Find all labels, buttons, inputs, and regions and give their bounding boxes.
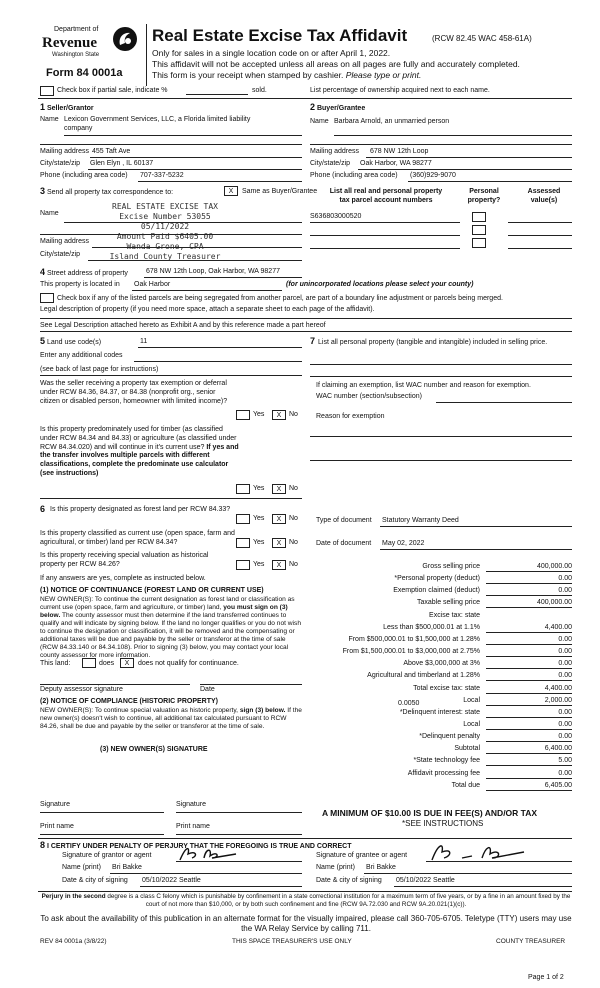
revenue-logo-icon bbox=[112, 26, 138, 52]
does-not-qualify-checkbox[interactable]: X bbox=[120, 658, 134, 668]
seller-name-field[interactable]: Lexicon Government Services, LLC, a Florida limited liability company bbox=[64, 116, 251, 132]
calc-row bbox=[310, 587, 572, 598]
forest-yes-checkbox[interactable] bbox=[236, 514, 250, 524]
reason-exemption-label: Reason for exemption bbox=[316, 413, 385, 420]
calc-row bbox=[310, 733, 572, 744]
legal-description-label: Legal description of property (if you need more space, attach a separate sheet to each page of the affidavit). bbox=[40, 306, 375, 313]
does-not-label: does not qualify for continuance. bbox=[138, 660, 239, 667]
historic-question: Is this property receiving special valuation as historical property per RCW 84.26? bbox=[40, 552, 209, 568]
grantor-signature-label: Signature of grantor or agent bbox=[62, 852, 152, 859]
calc-value[interactable]: 400,000.00 bbox=[486, 599, 572, 608]
correspondence-mailing-label: Mailing address bbox=[40, 238, 90, 245]
personal-property-section: 7 bbox=[310, 336, 316, 346]
dept-state: Washington State bbox=[52, 52, 100, 58]
assessed-value-heading: Assessed value(s) bbox=[527, 188, 561, 204]
parcels-heading: List all real and personal property tax parcel account numbers bbox=[329, 188, 443, 204]
seller-city-field[interactable]: Glen Elyn , IL 60137 bbox=[90, 160, 154, 167]
grantor-name-label: Name (print) bbox=[62, 864, 101, 871]
owner-signature-label-1: Signature bbox=[40, 801, 70, 808]
notice-compliance-heading: (2) NOTICE OF COMPLIANCE (HISTORIC PROPERTY) bbox=[40, 698, 218, 705]
calc-value[interactable]: 0.00 bbox=[486, 587, 572, 596]
certify-heading: 8 I CERTIFY UNDER PENALTY OF PERJURY THAT THE FOREGOING IS TRUE AND CORRECT bbox=[40, 840, 352, 850]
calc-value[interactable]: 0.00 bbox=[486, 672, 572, 681]
partial-sale-checkbox[interactable] bbox=[40, 86, 54, 96]
deputy-date-label: Date bbox=[200, 686, 215, 693]
calc-value[interactable]: 0.00 bbox=[486, 721, 572, 730]
perjury-notice: Perjury in the second degree is a class C felony which is punishable by confinement in a state correctional institution for a maximum term of five years, or by a fine in an amount fixed by the court of not more than $10,000, or by both such confinement and fine (RCW 9A.72.030 and RCW 9A.20.021(1)(c)). bbox=[41, 893, 571, 908]
calc-row bbox=[310, 624, 572, 635]
segregated-label: Check box if any of the listed parcels are being segregated from another parcel, are part of a boundary line adjustment or parcels being merged. bbox=[57, 295, 503, 302]
land-use-label: 5 Land use code(s) bbox=[40, 336, 102, 346]
land-use-field[interactable]: 11 bbox=[140, 338, 148, 345]
forest-section-num: 6 bbox=[40, 504, 46, 514]
current-use-yes-checkbox[interactable] bbox=[236, 538, 250, 548]
located-label: This property is located in bbox=[40, 281, 120, 288]
calc-label: Total excise tax: state bbox=[413, 684, 480, 692]
calc-row bbox=[310, 745, 572, 756]
stamp-line-2: Excise Number 53055 bbox=[119, 212, 211, 221]
timber-question: Is this property predominately used for timber (as classified under RCW 84.34 and 84.33) or agriculture (as classified under RCW 84.34.020) and will continue in it's current use? If yes and the transfer involves multiple parcels with different classifications, complete the predominate use calculator (see instructions) bbox=[40, 426, 239, 477]
header-note-2: This affidavit will not be accepted unless all areas on all pages are fully and accurately completed. bbox=[152, 59, 520, 69]
calc-label: Local bbox=[463, 696, 480, 704]
calc-label: Above $3,000,000 at 3% bbox=[403, 660, 480, 668]
calc-label: Taxable selling price bbox=[416, 599, 480, 607]
form-number: Form 84 0001a bbox=[46, 67, 123, 79]
grantee-name-label: Name (print) bbox=[316, 864, 355, 871]
street-address-field[interactable]: 678 NW 12th Loop, Oak Harbor, WA 98277 bbox=[146, 268, 280, 275]
buyer-name-field[interactable]: Barbara Arnold, an unmarried person bbox=[334, 118, 450, 125]
owner-print-name-label-2: Print name bbox=[176, 823, 210, 830]
page-title: Real Estate Excise Tax Affidavit bbox=[152, 26, 408, 45]
ownership-note: List percentage of ownership acquired next to each name. bbox=[310, 87, 490, 94]
calc-value[interactable]: 5.00 bbox=[486, 757, 572, 766]
grantor-name-field[interactable]: Bri Bakke bbox=[112, 864, 142, 871]
historic-yes-checkbox[interactable] bbox=[236, 560, 250, 570]
buyer-city-label: City/state/zip bbox=[310, 160, 351, 167]
forest-yes-label: Yes bbox=[253, 515, 265, 522]
historic-yes-label: Yes bbox=[253, 561, 265, 568]
exemption-question: Was the seller receiving a property tax exemption or deferral under RCW 84.36, 84.37, or 84.38 (nonprofit org., senior citizen or disabled person, homeowner with limited income)? bbox=[40, 380, 228, 405]
calc-value[interactable] bbox=[486, 612, 572, 621]
calc-label: Agricultural and timberland at 1.28% bbox=[367, 672, 480, 680]
calc-row bbox=[310, 709, 572, 720]
forest-no-checkbox[interactable]: X bbox=[272, 514, 286, 524]
stamp-line-6: Island County Treasurer bbox=[109, 252, 221, 261]
calc-value[interactable]: 0.00 bbox=[486, 660, 572, 669]
see-instructions-note: *SEE INSTRUCTIONS bbox=[402, 819, 484, 828]
additional-codes-label: Enter any additional codes bbox=[40, 352, 123, 359]
does-label: does bbox=[99, 660, 115, 667]
calc-row bbox=[310, 575, 572, 586]
calc-value[interactable]: 0.00 bbox=[486, 636, 572, 645]
calc-row bbox=[310, 660, 572, 671]
treasurer-stamp bbox=[100, 202, 230, 262]
seller-mailing-label: Mailing address bbox=[40, 148, 90, 155]
notice-continuance-heading: (1) NOTICE OF CONTINUANCE (FOREST LAND OR CURRENT USE) bbox=[40, 587, 264, 594]
same-as-buyer-label: Same as Buyer/Grantee bbox=[242, 188, 318, 195]
calc-label: Exemption claimed (deduct) bbox=[393, 587, 480, 595]
exemption-no-label: No bbox=[289, 411, 298, 418]
wac-number-label: WAC number (section/subsection) bbox=[316, 393, 422, 400]
calc-label: *Personal property (deduct) bbox=[394, 575, 480, 583]
local-rate: 0.0050 bbox=[398, 700, 420, 707]
doc-date-label: Date of document bbox=[316, 540, 372, 547]
dept-revenue: Revenue bbox=[42, 35, 97, 51]
historic-no-checkbox[interactable]: X bbox=[272, 560, 286, 570]
header-note-3: This form is your receipt when stamped by cashier. Please type or print. bbox=[152, 70, 422, 80]
buyer-mailing-label: Mailing address bbox=[310, 148, 360, 155]
grantee-name-field[interactable]: Bri Bakke bbox=[366, 864, 396, 871]
calc-label: *State technology fee bbox=[413, 757, 480, 765]
stamp-line-1: REAL ESTATE EXCISE TAX bbox=[112, 202, 218, 211]
calc-value[interactable]: 6,400.00 bbox=[486, 745, 572, 754]
current-use-yes-label: Yes bbox=[253, 539, 265, 546]
calc-value[interactable]: 2,000.00 bbox=[486, 697, 572, 706]
calc-label: *Delinquent penalty bbox=[419, 733, 480, 741]
calc-row bbox=[310, 599, 572, 610]
parcel-number-1[interactable]: S636803000520 bbox=[310, 213, 362, 220]
personal-property-checkbox-2[interactable] bbox=[472, 225, 486, 235]
calc-label: Excise tax: state bbox=[429, 611, 480, 619]
if-yes-note: If any answers are yes, complete as instructed below. bbox=[40, 575, 206, 582]
street-address-label: 4 Street address of property bbox=[40, 267, 128, 277]
forest-question-1: Is this property designated as forest land per RCW 84.33? bbox=[50, 506, 231, 513]
historic-no-label: No bbox=[289, 561, 298, 568]
located-field[interactable]: Oak Harbor bbox=[134, 281, 171, 288]
notice-continuance-text: NEW OWNER(S): To continue the current designation as forest land or classification as current use (open space, farm and agriculture, or timber) land, you must sign on (3) below. The county assessor must then determine if the land transferred continues to qualify and will indicate by signing below. If the land no longer qualifies or you do not wish to continue the designation or classification, it will be removed and the compensating or additional taxes will be due and payable by the seller or transferor at the time of sale (RCW 84.33.140 or 84.34.108). Prior to signing (3) below, you may contact your local county assessor for more information. bbox=[40, 596, 301, 660]
calc-label: Affidavit processing fee bbox=[407, 769, 480, 777]
same-as-buyer-checkbox[interactable]: X bbox=[224, 186, 238, 196]
calc-label: Less than $500,000.01 at 1.1% bbox=[383, 623, 480, 631]
partial-sale-percent-field[interactable] bbox=[186, 87, 248, 95]
partial-sale-sold: sold. bbox=[252, 87, 267, 94]
grantor-date-label: Date & city of signing bbox=[62, 877, 128, 884]
correspondence-label: 3 Send all property tax correspondence to: bbox=[40, 186, 174, 196]
segregated-checkbox[interactable] bbox=[40, 293, 54, 303]
buyer-mailing-field[interactable]: 678 NW 12th Loop bbox=[370, 148, 429, 155]
buyer-name-label: Name bbox=[310, 118, 329, 125]
personal-property-checkbox-3[interactable] bbox=[472, 238, 486, 248]
doc-date-field[interactable]: May 02, 2022 bbox=[382, 540, 425, 547]
calc-value[interactable]: 0.00 bbox=[486, 770, 572, 779]
calc-label: From $500,000.01 to $1,500,000 at 1.28% bbox=[348, 635, 480, 643]
calc-label: Total due bbox=[451, 781, 480, 789]
exemption-claim-text: If claiming an exemption, list WAC number and reason for exemption. bbox=[316, 382, 531, 389]
calc-value[interactable]: 0.00 bbox=[486, 648, 572, 657]
timber-yes-label: Yes bbox=[253, 485, 265, 492]
stamp-line-5: Wanda Grone, CPA bbox=[126, 242, 204, 251]
calc-label: *Delinquent interest: state bbox=[399, 708, 480, 716]
rcw-reference: (RCW 82.45 WAC 458-61A) bbox=[432, 34, 532, 43]
calc-row bbox=[310, 563, 572, 574]
calc-row bbox=[310, 612, 572, 623]
availability-notice: To ask about the availability of this publication in an alternate format for the visually impaired, please call 360-705-6705. Teletype (TTY) users may use the WA Relay Service by calling 711. bbox=[40, 914, 572, 933]
seller-city-label: City/state/zip bbox=[40, 160, 81, 167]
calc-row bbox=[310, 757, 572, 768]
correspondence-city-label: City/state/zip bbox=[40, 251, 81, 258]
calc-value[interactable]: 4,400.00 bbox=[486, 624, 572, 633]
owner-print-name-label-1: Print name bbox=[40, 823, 74, 830]
seller-mailing-field[interactable]: 455 Taft Ave bbox=[92, 148, 131, 155]
calc-row bbox=[310, 672, 572, 683]
calc-label: From $1,500,000.01 to $3,000,000 at 2.75% bbox=[342, 648, 480, 656]
dept-line1: Department of bbox=[54, 26, 99, 33]
grantee-date-field[interactable]: 05/10/2022 Seattle bbox=[396, 877, 455, 884]
legal-description-field[interactable]: See Legal Description attached hereto as Exhibit A and by this reference made a part hereof bbox=[40, 322, 326, 329]
correspondence-name-label: Name bbox=[40, 210, 59, 217]
calc-row bbox=[310, 782, 572, 793]
exemption-yes-checkbox[interactable] bbox=[236, 410, 250, 420]
calc-row bbox=[310, 685, 572, 696]
notice-compliance-text: NEW OWNER(S): To continue special valuation as historic property, sign (3) below. If the new owner(s) doesn't wish to continue, all additional tax calculated pursuant to RCW 84.26, shall be due and payable by the seller or transferor at the time of sale. bbox=[40, 707, 302, 731]
owner-signature-label-2: Signature bbox=[176, 801, 206, 808]
timber-no-label: No bbox=[289, 485, 298, 492]
calc-label: Gross selling price bbox=[422, 563, 480, 570]
timber-no-checkbox[interactable]: X bbox=[272, 484, 286, 494]
buyer-heading: 2 Buyer/Grantee bbox=[310, 102, 366, 112]
calc-label: Local bbox=[463, 720, 480, 728]
buyer-phone-field[interactable]: (360)929-9070 bbox=[410, 172, 456, 179]
seller-name-label: Name bbox=[40, 116, 59, 123]
current-use-no-checkbox[interactable]: X bbox=[272, 538, 286, 548]
calc-value[interactable]: 400,000.00 bbox=[486, 563, 572, 572]
see-back-note: (see back of last page for instructions) bbox=[40, 366, 159, 373]
calc-value[interactable]: 6,405.00 bbox=[486, 782, 572, 791]
dept-logo bbox=[42, 26, 142, 72]
revision-number: REV 84 0001a (3/8/22) bbox=[40, 938, 107, 945]
grantee-signature-label: Signature of grantee or agent bbox=[316, 852, 408, 859]
minimum-fee-note: A MINIMUM OF $10.00 IS DUE IN FEE(S) AND/OR TAX bbox=[322, 808, 538, 818]
calc-value[interactable]: 0.00 bbox=[486, 575, 572, 584]
calc-row bbox=[310, 697, 572, 708]
doc-type-label: Type of document bbox=[316, 517, 372, 524]
calc-row bbox=[310, 770, 572, 781]
exemption-no-checkbox[interactable]: X bbox=[272, 410, 286, 420]
current-use-question: Is this property classified as current use (open space, farm and agricultural, or timber) land per RCW 84.34? bbox=[40, 530, 235, 546]
new-owner-signature-heading: (3) NEW OWNER(S) SIGNATURE bbox=[100, 746, 208, 753]
buyer-city-field[interactable]: Oak Harbor, WA 98277 bbox=[360, 160, 432, 167]
forest-no-label: No bbox=[289, 515, 298, 522]
treasurer-space: THIS SPACE TREASURER'S USE ONLY bbox=[232, 938, 352, 945]
seller-phone-label: Phone (including area code) bbox=[40, 172, 128, 179]
personal-property-heading: Personal property? bbox=[467, 188, 501, 204]
header-note-1: Only for sales in a single location code on or after April 1, 2022. bbox=[152, 48, 391, 58]
calc-row bbox=[310, 648, 572, 659]
page-number: Page 1 of 2 bbox=[528, 974, 564, 981]
calc-value[interactable]: 0.00 bbox=[486, 709, 572, 718]
calc-row bbox=[310, 721, 572, 732]
buyer-phone-label: Phone (including area code) bbox=[310, 172, 398, 179]
located-note: (for unincorporated locations please select your county) bbox=[286, 281, 474, 288]
does-qualify-checkbox[interactable] bbox=[82, 658, 96, 668]
doc-type-field[interactable]: Statutory Warranty Deed bbox=[382, 517, 459, 524]
exemption-yes-label: Yes bbox=[253, 411, 265, 418]
partial-sale-label: Check box if partial sale, indicate % bbox=[57, 87, 168, 94]
stamp-line-3: 05/11/2022 bbox=[140, 222, 190, 231]
deputy-signature-label: Deputy assessor signature bbox=[40, 686, 123, 693]
timber-yes-checkbox[interactable] bbox=[236, 484, 250, 494]
calc-label: Subtotal bbox=[454, 745, 480, 753]
seller-phone-field[interactable]: 707-337-5232 bbox=[140, 172, 184, 179]
calc-value[interactable]: 4,400.00 bbox=[486, 685, 572, 694]
grantee-date-label: Date & city of signing bbox=[316, 877, 382, 884]
seller-heading: 1 Seller/Grantor bbox=[40, 102, 94, 112]
stamp-line-4: Amount Paid $6405.00 bbox=[116, 232, 214, 241]
personal-property-text: List all personal property (tangible and intangible) included in selling price. bbox=[318, 339, 548, 346]
county-treasurer: COUNTY TREASURER bbox=[496, 938, 566, 945]
current-use-no-label: No bbox=[289, 539, 298, 546]
calc-value[interactable]: 0.00 bbox=[486, 733, 572, 742]
personal-property-checkbox-1[interactable] bbox=[472, 212, 486, 222]
calc-row bbox=[310, 636, 572, 647]
this-land-label: This land: bbox=[40, 660, 71, 667]
grantor-date-field[interactable]: 05/10/2022 Seattle bbox=[142, 877, 201, 884]
